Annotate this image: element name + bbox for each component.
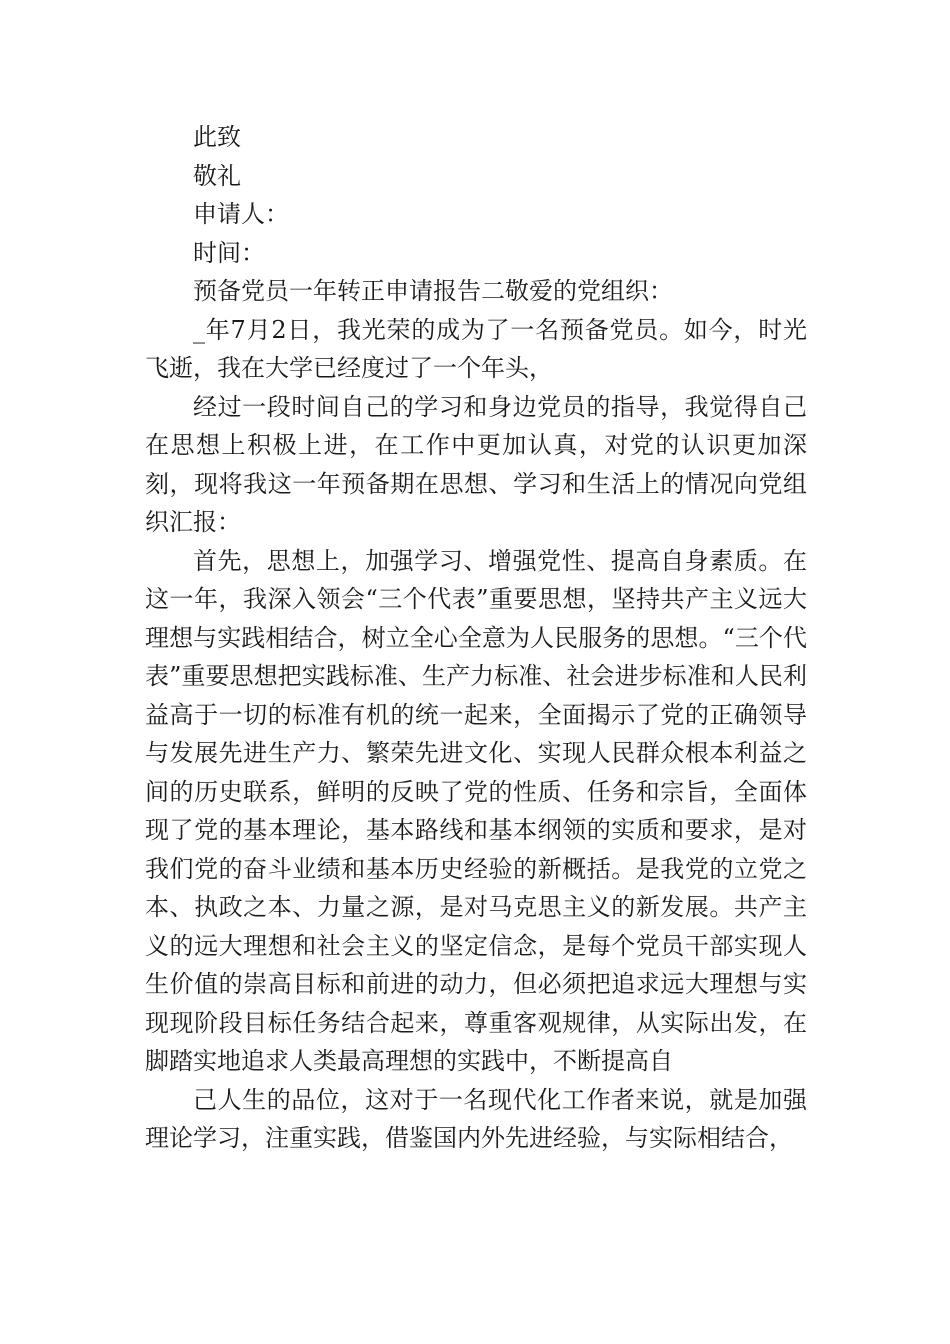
report-heading: 预备党员一年转正申请报告二敬爱的党组织： <box>193 277 673 305</box>
paragraph-continuation: 己人生的品位，这对于一名现代化工作者来说，就是加强理论学习，注重实践，借鉴国内外先进经验，与实际相结合， <box>145 1085 807 1152</box>
closing-regards: 敬礼 <box>193 161 241 190</box>
applicant-label: 申请人： <box>193 200 289 228</box>
paragraph-intro: _年7月2日，我光荣的成为了一名预备党员。如今，时光飞逝，我在大学已经度过了一个年头， <box>145 315 807 382</box>
document-body <box>145 118 807 1158</box>
closing-salutation: 此致 <box>193 123 241 151</box>
paragraph-thought: 首先，思想上，加强学习、增强党性、提高自身素质。在这一年，我深入领会“三个代表”重要思想，坚持共产主义远大理想与实践相结合，树立全心全意为人民服务的思想。“三个代表”重要思想把实践标准、生产力标准、社会进步标准和人民利益高于一切的标准有机的统一起来，全面揭示了党的正确领导与发展先进生产力、繁荣先进文化、实现人民群众根本利益之间的历史联系，鲜明的反映了党的性质、任务和宗旨，全面体现了党的基本理论，基本路线和基本纲领的实质和要求，是对我们党的奋斗业绩和基本历史经验的新概括。是我党的立党之本、执政之本、力量之源，是对马克思主义的新发展。共产主义的远大理想和社会主义的坚定信念，是每个党员干部实现人生价值的崇高目标和前进的动力，但必须把追求远大理想与实现现阶段目标任务结合起来，尊重客观规律，从实际出发，在脚踏实地追求人类最高理想的实践中，不断提高自 <box>145 546 807 1075</box>
date-label: 时间： <box>193 238 265 267</box>
paragraph-summary: 经过一段时间自己的学习和身边党员的指导，我觉得自己在思想上积极上进，在工作中更加认真，对党的认识更加深刻，现将我这一年预备期在思想、学习和生活上的情况向党组织汇报： <box>145 392 807 536</box>
